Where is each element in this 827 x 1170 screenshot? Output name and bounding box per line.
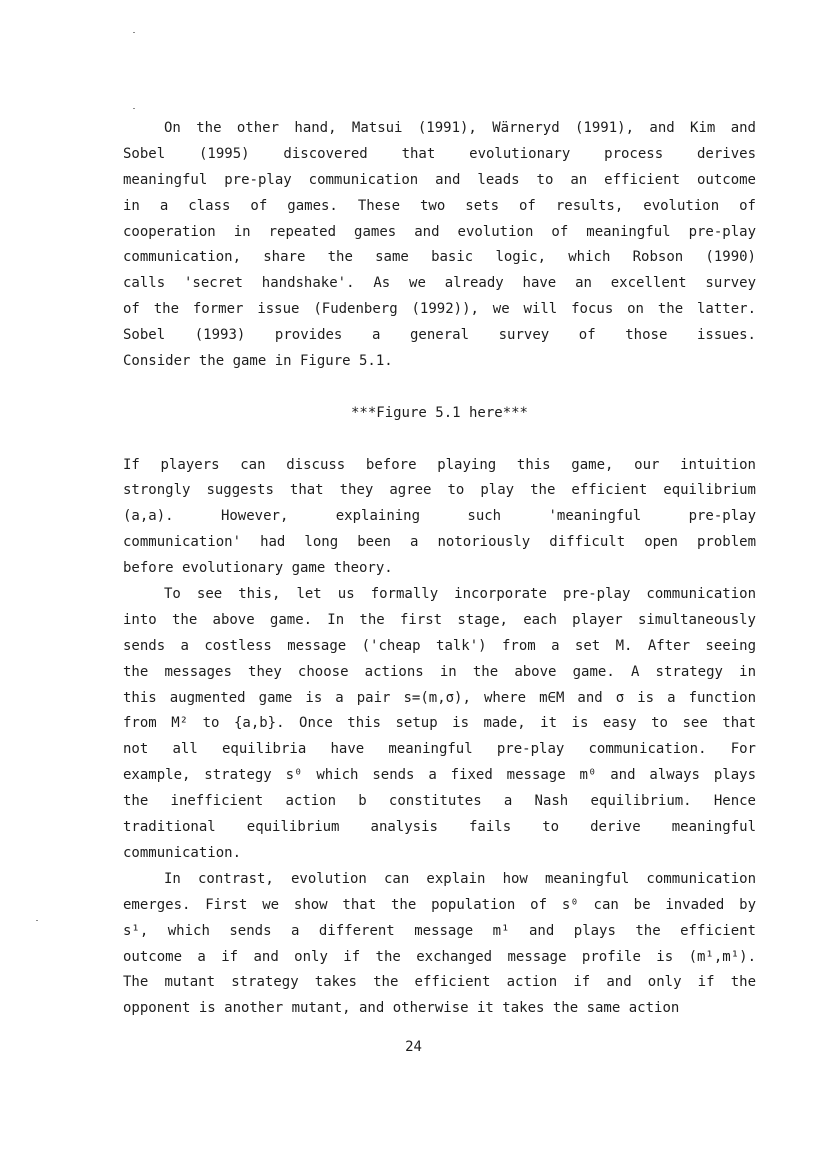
text-line: Sobel (1993) provides a general survey of those issues. [123, 327, 756, 344]
body-text [123, 116, 756, 1022]
text-line: of the former issue (Fudenberg (1992)), we will focus on the latter. [123, 301, 756, 318]
text-line: the inefficient action b constitutes a Nash equilibrium. Hence [123, 793, 756, 810]
text-line: (a,a). However, explaining such 'meaningful pre-play [123, 508, 756, 525]
text-line: Consider the game in Figure 5.1. [123, 353, 393, 370]
text-line: In contrast, evolution can explain how meaningful communication [164, 870, 756, 887]
text-line: sends a costless message ('cheap talk') from a set M. After seeing [123, 637, 756, 654]
text-line: in a class of games. These two sets of results, evolution of [123, 197, 756, 214]
text-line: opponent is another mutant, and otherwise it takes the same action [123, 1000, 680, 1017]
text-line: not all equilibria have meaningful pre-play communication. For [123, 741, 756, 758]
text-line: example, strategy s⁰ which sends a fixed message m⁰ and always plays [123, 767, 756, 784]
text-line: s¹, which sends a different message m¹ and plays the efficient [123, 922, 756, 939]
text-line: before evolutionary game theory. [123, 560, 393, 577]
figure-placeholder: ***Figure 5.1 here*** [350, 404, 528, 421]
text-line: Sobel (1995) discovered that evolutionary process derives [123, 145, 756, 162]
text-line: strongly suggests that they agree to play the efficient equilibrium [123, 482, 756, 499]
text-line: communication. [123, 844, 242, 861]
text-line: outcome a if and only if the exchanged message profile is (m¹,m¹). [123, 948, 756, 965]
text-line: To see this, let us formally incorporate pre-play communication [164, 586, 756, 603]
text-line: If players can discuss before playing this game, our intuition [123, 456, 756, 473]
text-line: On the other hand, Matsui (1991), Wärneryd (1991), and Kim and [164, 120, 756, 136]
scan-speck [133, 32, 135, 33]
text-line: communication' had long been a notoriously difficult open problem [123, 534, 756, 551]
text-line: cooperation in repeated games and evolution of meaningful pre-play [123, 223, 756, 240]
scan-speck [133, 108, 135, 109]
text-line: from M² to {a,b}. Once this setup is made, it is easy to see that [123, 715, 756, 732]
scan-speck [36, 920, 38, 921]
text-line: emerges. First we show that the population of s⁰ can be invaded by [123, 896, 756, 913]
page-number: 24 [405, 1039, 422, 1055]
text-line: calls 'secret handshake'. As we already have an excellent survey [123, 275, 756, 292]
text-line: meaningful pre-play communication and leads to an efficient outcome [123, 171, 756, 188]
text-line: The mutant strategy takes the efficient action if and only if the [123, 974, 756, 991]
text-line: into the above game. In the first stage, each player simultaneously [123, 611, 756, 628]
text-line: traditional equilibrium analysis fails to derive meaningful [123, 819, 756, 836]
text-line: the messages they choose actions in the above game. A strategy in [123, 663, 756, 680]
text-line: this augmented game is a pair s=(m,σ), where m∈M and σ is a function [123, 689, 756, 706]
text-line: communication, share the same basic logic, which Robson (1990) [123, 249, 756, 266]
